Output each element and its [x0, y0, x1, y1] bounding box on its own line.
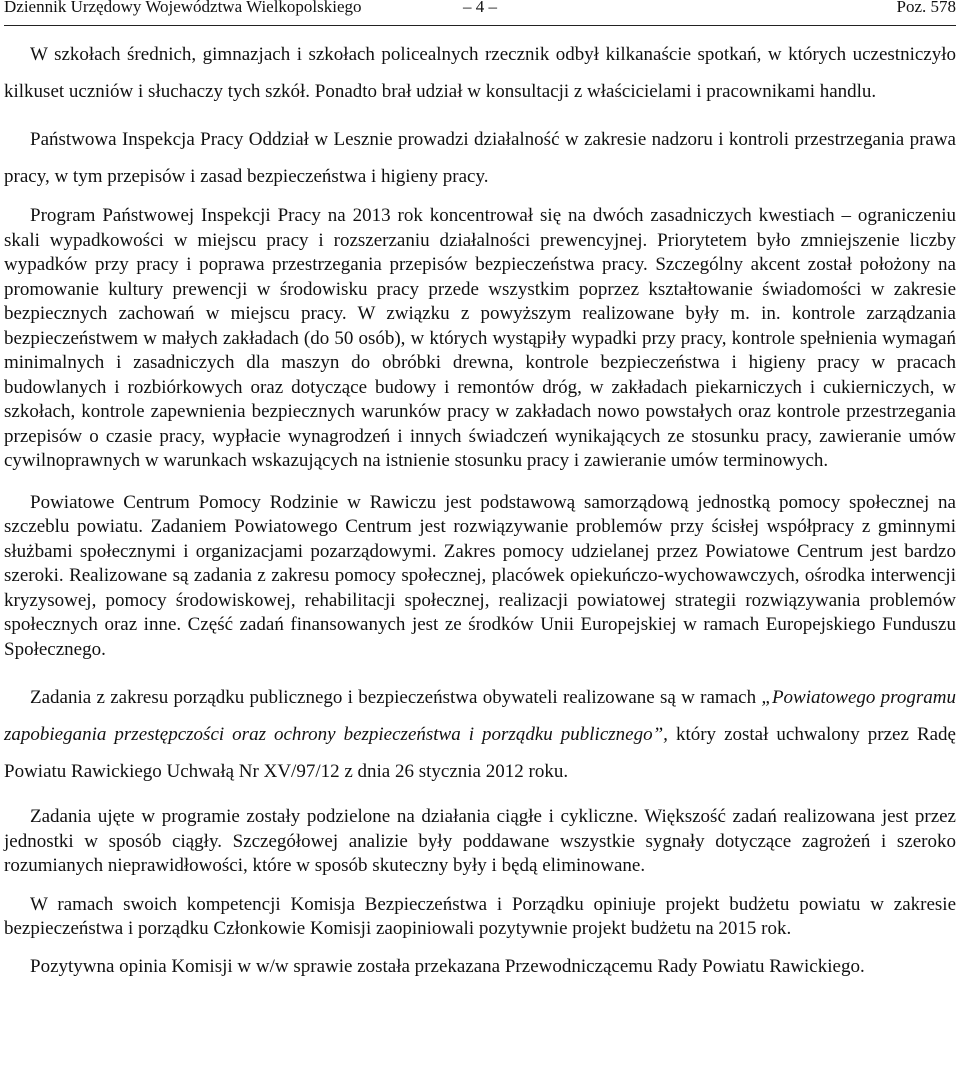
paragraph-commission-opinion: Pozytywna opinia Komisji w w/w sprawie została przekazana Przewodniczącemu Rady Powiatu Rawickiego.: [30, 955, 865, 977]
paragraph-program-tasks: Zadania ujęte w programie zostały podzielone na działania ciągłe i cykliczne. Większość zadań realizowana jest przez jednostki w sposób ciągły. Szczegółowej analizie były poddawane wszystkie sygnały dotyczące zagrożeń i szeroko rozumianych nieprawidłowości, które w sposób skuteczny były i będą eliminowane.: [4, 806, 956, 876]
paragraph-family-support-centre: Powiatowe Centrum Pomocy Rodzinie w Rawiczu jest podstawową samorządową jednostką pomocy społecznej na szczeblu powiatu. Zadaniem Powiatowego Centrum jest rozwiązywanie problemów przy ścisłej współpracy z gminnymi służbami społecznymi i organizacjami pozarządowymi. Zakres pomocy udzielanej przez Powiatowe Centrum jest bardzo szeroki. Realizowane są zadania z zakresu pomocy społecznej, placówek opiekuńczo-wychowawczych, ośrodka interwencji kryzysowej, pomocy środowiskowej, rehabilitacji społecznej, realizacji powiatowej strategii rozwiązywania problemów społecznych oraz inne. Część zadań finansowanych jest ze środków Unii Europejskiej w ramach Europejskiego Funduszu Społecznego.: [4, 491, 956, 660]
document-body: [4, 36, 956, 979]
page-header: [4, 0, 956, 26]
position-number: Poz. 578: [896, 0, 956, 16]
paragraph-inspection-program: Program Państwowej Inspekcji Pracy na 2013 rok koncentrował się na dwóch zasadniczych kwestiach – ograniczeniu skali wypadkowości w miejscu pracy i rozszerzaniu działalności prewencyjnej. Priorytetem było zmniejszenie liczby wypadków przy pracy i poprawa przestrzegania przepisów bezpieczeństwa pracy. Szczególny akcent został położony na promowanie kultury prewencji w środowisku pracy przede wszystkim poprzez kształtowanie świadomości w zakresie bezpiecznych zachowań w miejscu pracy. W związku z powyższym realizowane były m. in. kontrole zarządzania bezpieczeństwem w małych zakładach (do 50 osób), w których wystąpiły wypadki przy pracy, kontrole spełnienia wymagań minimalnych i zasadniczych dla maszyn do obróbki drewna, kontrole bezpieczeństwa i higieny pracy w pracach budowlanych i rozbiórkowych oraz dotyczące budowy i remontów dróg, w zakładach piekarniczych i cukierniczych, w szkołach, kontrole zapewnienia bezpiecznych warunków pracy w zakładach nowo powstałych oraz kontrole przestrzegania przepisów o czasie pracy, wypłacie wynagrodzeń i innych świadczeń wynikających ze stosunku pracy, zawieranie umów cywilnoprawnych w warunkach wskazujących na istnienie stosunku pracy i zawieranie umów terminowych.: [4, 205, 956, 471]
journal-title: Dziennik Urzędowy Województwa Wielkopolskiego: [4, 0, 362, 16]
paragraph-public-order-program: [4, 679, 956, 790]
paragraph-public-order-intro: Zadania z zakresu porządku publicznego i bezpieczeństwa obywateli realizowane są w ramach: [30, 687, 762, 708]
paragraph-commission-budget: W ramach swoich kompetencji Komisja Bezpieczeństwa i Porządku opiniuje projekt budżetu powiatu w zakresie bezpieczeństwa i porządku Członkowie Komisji zaopiniowali pozytywnie projekt budżetu na 2015 rok.: [4, 893, 956, 939]
paragraph-labour-inspection: Państwowa Inspekcja Pracy Oddział w Lesznie prowadzi działalność w zakresie nadzoru i kontroli przestrzegania prawa pracy, w tym przepisów i zasad bezpieczeństwa i higieny pracy.: [4, 129, 956, 187]
program-title: „Powiatowego programu zapobiegania przestępczości oraz ochrony bezpieczeństwa i porządku publicznego”,: [4, 687, 956, 745]
page-number: – 4 –: [463, 0, 497, 16]
paragraph-public-order-resolution: który został uchwalony przez Radę Powiatu Rawickiego Uchwałą Nr XV/97/12 z dnia 26 stycznia 2012 roku.: [4, 724, 956, 782]
paragraph-school-meetings: W szkołach średnich, gimnazjach i szkołach policealnych rzecznik odbył kilkanaście spotkań, w których uczestniczyło kilkuset uczniów i słuchaczy tych szkół. Ponadto brał udział w konsultacji z właścicielami i pracownikami handlu.: [4, 44, 956, 102]
